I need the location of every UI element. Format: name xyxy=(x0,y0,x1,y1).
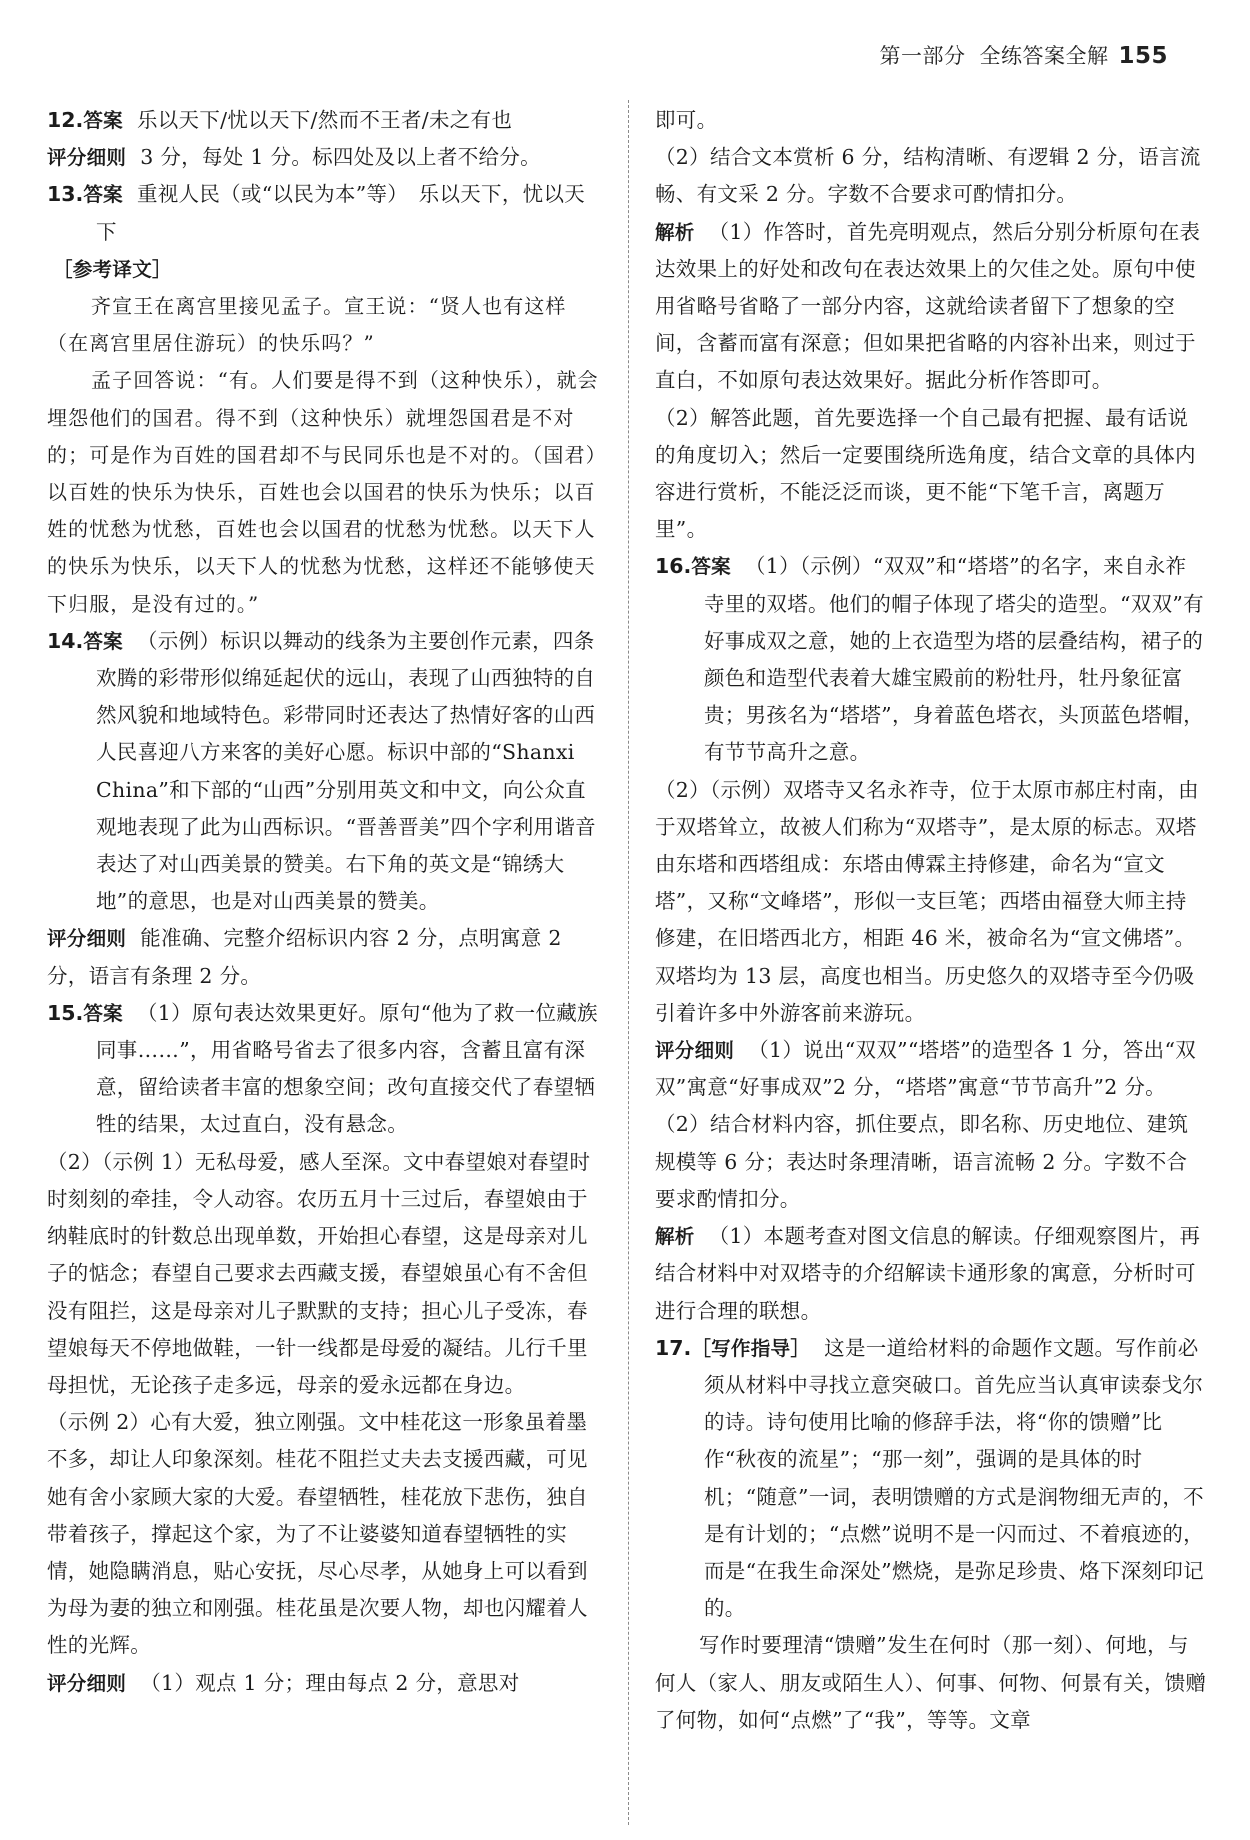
q13-number: 13. xyxy=(47,182,84,207)
q17-guide-text: 这是一道给材料的命题作文题。写作前必须从材料中寻找立意突破口。首先应当认真审读泰戈尔的诗。诗句使用比喻的修辞手法，将“你的馈赠”比作“秋夜的流星”；“那一刻”，强调的是具体的时机；“随意”一词，表明馈赠的方式是润物细无声的，不是有计划的；“点燃”说明不是一闪而过、不着痕迹的，而是“在我生命深处”燃烧，是弥足珍贵、烙下深刻印记的。 xyxy=(704,1335,1204,1621)
q15-number: 15. xyxy=(47,1000,84,1025)
q16-score-1-text: （1）说出“双双”“塔塔”的造型各 1 分，答出“双双”寓意“好事成双”2 分，“塔塔”寓意“节节高升”2 分。 xyxy=(655,1038,1197,1100)
q15-analysis-2: （2）解答此题，首先要选择一个自己最有把握、最有话说的角度切入；然后一定要围绕所选角度，结合文章的具体内容进行赏析，不能泛泛而谈，更不能“下笔千言，离题万里”。 xyxy=(655,405,1196,542)
q12-number: 12. xyxy=(47,108,84,132)
score-label: 评分细则 xyxy=(47,927,127,951)
q15-score-2: （2）结合文本赏析 6 分，结构清晰、有逻辑 2 分，语言流畅、有文采 2 分。字数不合要求可酌情扣分。 xyxy=(655,145,1201,207)
q16-answer xyxy=(655,548,1207,771)
score-label: 评分细则 xyxy=(47,146,127,170)
answer-label: 答案 xyxy=(83,109,123,132)
right-column xyxy=(655,102,1207,1739)
q15-analysis-1 xyxy=(655,214,1207,400)
q12-score-text: 3 分，每处 1 分。标四处及以上者不给分。 xyxy=(140,145,541,170)
translation-paragraph-2: 孟子回答说：“有。人们要是得不到（这种快乐），就会埋怨他们的国君。得不到（这种快乐）就埋怨国君是不对的；可是作为百姓的国君却不与民同乐也是不对的。（国君）以百姓的快乐为快乐，百姓也会以国君的快乐为快乐；以百姓的忧愁为忧愁，百姓也会以国君的忧愁为忧愁。以天下人的快乐为快乐，以天下人的忧愁为忧愁，这样还不能够使天下归服，是没有过的。” xyxy=(47,368,599,616)
q14-answer xyxy=(47,623,599,921)
translation-paragraph-1: 齐宣王在离宫里接见孟子。宣王说：“贤人也有这样（在离宫里居住游玩）的快乐吗？” xyxy=(47,294,567,356)
q16-analysis xyxy=(655,1218,1207,1330)
q16-answer-text: （1）（示例）“双双”和“塔塔”的名字，来自永祚寺里的双塔。他们的帽子体现了塔尖的造型。“双双”有好事成双之意，她的上衣造型为塔的层叠结构，裙子的颜色和造型代表着大雄宝殿前的粉牡丹，牡丹象征富贵；男孩名为“塔塔”，身着蓝色塔衣，头顶蓝色塔帽，有节节高升之意。 xyxy=(704,554,1204,765)
answer-label: 答案 xyxy=(83,183,123,207)
score-label: 评分细则 xyxy=(47,1671,127,1695)
page-number: 155 xyxy=(1118,43,1168,69)
answer-label: 答案 xyxy=(691,555,731,579)
answer-label: 答案 xyxy=(83,629,123,653)
q15-score xyxy=(47,1665,599,1702)
running-header xyxy=(879,40,1168,70)
left-column xyxy=(47,102,599,1702)
q13-answer-text: 重视人民（或“以民为本”等） 乐以天下，忧以天下 xyxy=(96,182,586,244)
q14-number: 14. xyxy=(47,628,84,653)
analysis-label: 解析 xyxy=(655,1225,695,1249)
answer-label: 答案 xyxy=(83,1001,123,1025)
translation-title: ［参考译文］ xyxy=(53,257,172,281)
q15-answer-text: （1）原句表达效果更好。原句“他为了救一位藏族同事……”，用省略号省去了很多内容，含蓄且富有深意，留给读者丰富的想象空间；改句直接交代了春望牺牲的结果，太过直白，没有悬念。 xyxy=(96,1000,598,1137)
q17-guide-2: 写作时要理清“馈赠”发生在何时（那一刻）、何地，与何人（家人、朋友或陌生人）、何事、何物、何景有关，馈赠了何物，如何“点燃”了“我”，等等。文章 xyxy=(655,1633,1207,1732)
q15-analysis-1-text: （1）作答时，首先亮明观点，然后分别分析原句在表达效果上的好处和改句在表达效果上的欠佳之处。原句中使用省略号省略了一部分内容，这就给读者留下了想象的空间，含蓄而富有深意；但如果把省略的内容补出来，则过于直白，不如原句表达效果好。据此分析作答即可。 xyxy=(655,219,1201,393)
q15-example-1: （2）（示例 1）无私母爱，感人至深。文中春望娘对春望时时刻刻的牵挂，令人动容。农历五月十三过后，春望娘由于纳鞋底时的针数总出现单数，开始担心春望，这是母亲对儿子的惦念；春望自己要求去西藏支援，春望娘虽心有不舍但没有阻拦，这是母亲对儿子默默的支持；担心儿子受冻，春望娘每天不停地做鞋，一针一线都是母爱的凝结。儿行千里母担忧，无论孩子走多远，母亲的爱永远都在身边。 xyxy=(47,1149,591,1397)
guide-label: ［写作指导］ xyxy=(691,1336,811,1360)
q12-score xyxy=(47,139,599,176)
q14-answer-text: （示例）标识以舞动的线条为主要创作元素，四条欢腾的彩带形似绵延起伏的远山，表现了山西独特的自然风貌和地域特色。彩带同时还表达了热情好客的山西人民喜迎八方来客的美好心愿。标识中部的“Shanxi China”和下部的“山西”分别用英文和中文，向公众直观地表现了此为山西标识。“晋善晋美”四个字利用谐音表达了对山西美景的赞美。右下角的英文是“锦绣大地”的意思，也是对山西美景的赞美。 xyxy=(96,628,596,914)
score-label: 评分细则 xyxy=(655,1039,735,1063)
q15-score-cont: 即可。 xyxy=(655,108,718,132)
q16-number: 16. xyxy=(655,554,692,579)
q16-analysis-text: （1）本题考查对图文信息的解读。仔细观察图片，再结合材料中对双塔寺的介绍解读卡通形象的寓意，分析时可进行合理的联想。 xyxy=(655,1224,1201,1323)
q16-score-2: （2）结合材料内容，抓住要点，即名称、历史地位、建筑规模等 6 分；表达时条理清晰，语言流畅 2 分。字数不合要求酌情扣分。 xyxy=(655,1112,1189,1211)
q12-answer xyxy=(47,102,599,139)
q16-score-1 xyxy=(655,1032,1207,1106)
q14-score xyxy=(47,920,599,994)
q15-score-text: （1）观点 1 分；理由每点 2 分，意思对 xyxy=(140,1670,520,1695)
q17-number: 17. xyxy=(655,1335,692,1360)
q12-answer-text: 乐以天下/忧以天下/然而不王者/未之有也 xyxy=(136,108,513,132)
header-section: 全练答案全解 xyxy=(979,44,1109,68)
q17-guide xyxy=(655,1330,1207,1628)
q15-answer xyxy=(47,995,599,1144)
q14-score-text: 能准确、完整介绍标识内容 2 分，点明寓意 2 分，语言有条理 2 分。 xyxy=(47,926,562,988)
analysis-label: 解析 xyxy=(655,220,695,244)
q15-example-2: （示例 2）心有大爱，独立刚强。文中桂花这一形象虽着墨不多，却让人印象深刻。桂花不阻拦丈夫去支援西藏，可见她有舍小家顾大家的大爱。春望牺牲，桂花放下悲伤，独自带着孩子，撑起这个家，为了不让婆婆知道春望牺牲的实情，她隐瞒消息，贴心安抚，尽心尽孝，从她身上可以看到为母为妻的独立和刚强。桂花虽是次要人物，却也闪耀着人性的光辉。 xyxy=(47,1410,588,1658)
header-part: 第一部分 xyxy=(879,44,966,68)
column-divider xyxy=(628,100,629,1825)
q13-answer xyxy=(47,176,599,250)
q16-answer-2: （2）（示例）双塔寺又名永祚寺，位于太原市郝庄村南，由于双塔耸立，故被人们称为“双塔寺”，是太原的标志。双塔由东塔和西塔组成：东塔由傅霖主持修建，命名为“宣文塔”，又称“文峰塔”，形似一支巨笔；西塔由福登大师主持修建，在旧塔西北方，相距 46 米，被命名为“宣文佛塔”。双塔均为 13 层，高度也相当。历史悠久的双塔寺至今仍吸引着许多中外游客前来游玩。 xyxy=(655,777,1199,1025)
